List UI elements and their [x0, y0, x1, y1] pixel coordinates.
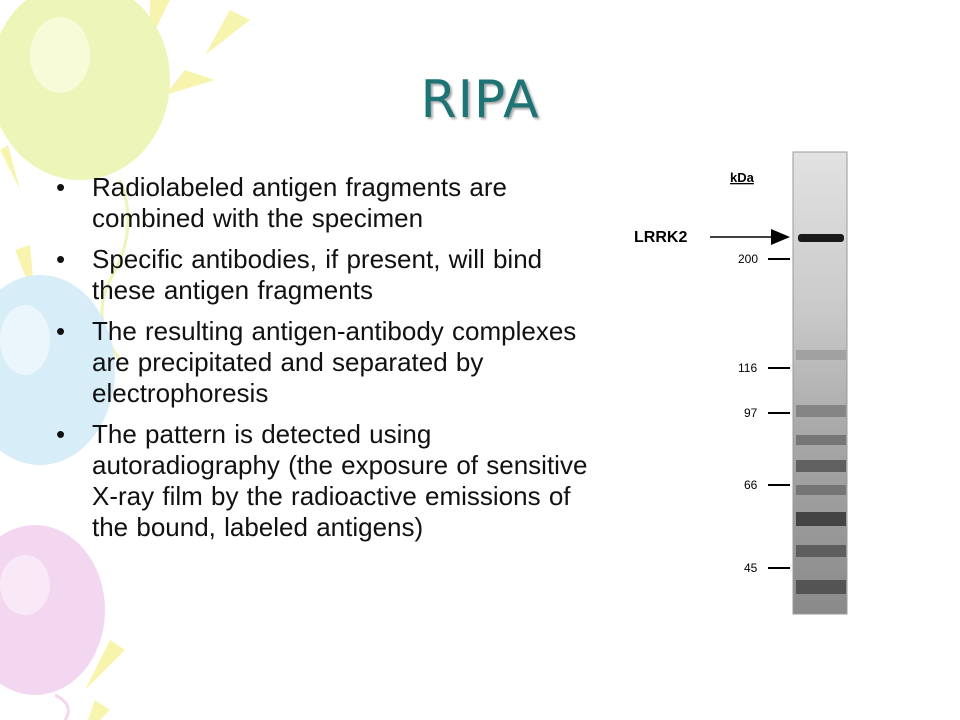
marker-label: 97 [744, 406, 758, 420]
ray-shape [205, 10, 250, 55]
bullet-text: The resulting antigen-antibody complexes are precipitated and separated by electrophoresis [92, 316, 577, 408]
kda-label: kDa [730, 170, 754, 185]
bullet-text: Specific antibodies, if present, will bind these antigen fragments [92, 244, 543, 305]
lrrk2-band [798, 234, 844, 242]
gel-band [796, 545, 846, 557]
slide-title: RIPA [420, 70, 540, 130]
marker-label: 116 [738, 361, 758, 375]
autoradiograph-blot [628, 150, 853, 620]
gel-lane [793, 152, 847, 614]
marker-label: 200 [738, 252, 759, 266]
ray-shape [0, 145, 20, 190]
gel-band [796, 460, 846, 472]
balloon-highlight [0, 555, 50, 615]
gel-band [796, 350, 846, 360]
ray-shape [88, 700, 110, 720]
arrow-head-icon [771, 229, 790, 245]
balloon-highlight [0, 305, 50, 375]
bullet-dot: • [56, 419, 66, 449]
bullet-item [52, 244, 612, 306]
marker-label: 45 [744, 561, 758, 575]
balloon-string [55, 695, 68, 720]
bullet-item [52, 419, 612, 543]
marker-label: 66 [744, 478, 758, 492]
bullet-item [52, 172, 612, 234]
gel-band [796, 435, 846, 445]
bullet-list [52, 172, 612, 553]
bullet-text: Radiolabeled antigen fragments are combined with the specimen [92, 172, 507, 233]
gel-band [796, 485, 846, 495]
bullet-text: The pattern is detected using autoradiography (the exposure of sensitive X-ray film by the radioactive emissions of the bound, labeled antigens) [92, 419, 588, 542]
bullet-dot: • [56, 244, 66, 274]
bullet-item [52, 316, 612, 409]
gel-band [796, 512, 846, 526]
bullet-dot: • [56, 316, 66, 346]
gel-band [796, 405, 846, 417]
bullet-dot: • [56, 172, 66, 202]
gel-band [796, 580, 846, 594]
lrrk2-label: LRRK2 [634, 229, 688, 246]
